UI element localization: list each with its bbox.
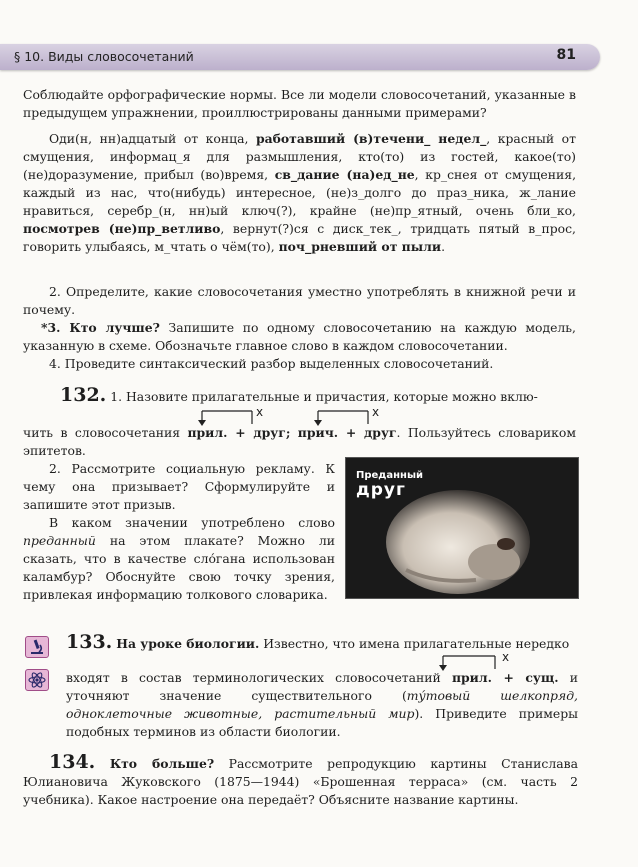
text-part: , кр_снея от смущения, каждый из нас, что(нибудь) интересное, (не)з_долго до праз_ника, ж_лание нравиться, серебр_(н, нн)ый ключ(?), крайне (не)пр_ятный, очень бли_ко, [23,167,577,218]
task-3-text: Запишите по одному словосочетанию на каждую модель, указанную в схеме. Обозначьте главное слово в каждом словосочетании. [23,320,576,353]
microscope-icon [25,636,49,658]
italic-examples: ту́товый шелкопряд, одноклеточные животные, растительный мир [66,688,578,721]
social-ad-poster [345,457,579,599]
tasks-block [23,283,576,373]
ex133-title: На уроке биологии. [116,636,260,651]
ex132-task1: 1. Назовите прилагательные и причастия, которые можно вклю- [110,389,538,404]
highlighted-phrase: поч_рневший от пыли [278,239,442,254]
text-part: чить в словосочетания [23,425,188,440]
ex132-task2: 2. Рассмотрите социальную рекламу. К чему она призывает? Сформулируйте и запишите этот призыв. [23,461,335,512]
text-part: , красный от смущения, информац_я для размышления, кто(то) из гостей, какое(то) (не)доразумение, прибыл (во)время, [23,131,576,182]
task-2: 2. Определите, какие словосочетания уместно употреблять в книжной речи и почему. [23,284,576,317]
exercise-number: 133. [66,631,113,653]
schema-text: прил. + сущ. [451,670,559,685]
ex133-body [66,669,578,741]
schema-text: прил. + друг; [187,425,291,440]
ex134-text: Рассмотрите репродукцию картины Станислава Юлиановича Жуковского (1875—1944) «Брошенная терраса» (см. часть 2 учебника). Какое настроение она передаёт? Объясните название картины. [23,756,578,807]
task-3-title: *3. Кто лучше? [41,320,160,335]
text-part: входят в состав терминологических словосочетаний [66,670,452,685]
text-part: . Пользуйтесь словариком эпитетов. [23,425,576,458]
highlighted-phrase: св_дание (на)ед_не [274,167,415,182]
ex132-line1 [60,386,580,406]
atom-icon [25,669,49,691]
ex132-tasks [23,460,335,604]
exercise-number: 134. [49,751,96,773]
task-3 [23,319,576,355]
schema-mark: х [502,650,510,664]
ex134 [23,753,578,809]
ex134-title: Кто больше? [109,756,215,771]
schema-text: прич. + друг [297,425,397,440]
text-part: ). Приведите примеры подобных терминов из области биологии. [66,706,578,739]
poster-title: Преданный друг [356,470,424,500]
page-number: 81 [556,47,576,63]
schema-mark: х [372,405,380,419]
highlighted-phrase: работавший (в)течени_ недел_ [255,131,487,146]
intro-paragraph: Соблюдайте орфографические нормы. Все ли модели словосочетаний, указанные в предыдущем упражнении, проиллюстрированы данными примерами? [23,87,576,120]
exercise-text [23,130,576,256]
ex132-line2 [23,424,576,460]
task-4: 4. Проведите синтаксический разбор выделенных словосочетаний. [49,356,494,371]
schema-mark: х [256,405,264,419]
section-header [0,44,600,70]
text-part: Известно, что имена прилагательные нередко [259,636,570,651]
text-part: , вернут(?)ся с диск_тек_, тридцать пятый в_прос, говорить улыбаясь, м_чтать о чём(то), [23,221,576,254]
italic-word: преданный [23,533,96,548]
highlighted-phrase: посмотрев (не)пр_ветливо [23,221,221,236]
exercise-number: 132. [60,384,107,406]
text-part: и уточняют значение существительного ( [66,670,578,703]
text-part: . [441,239,446,254]
text-part: Оди(н, нн)адцатый от конца, [49,131,256,146]
ex132-task3: В каком значении употреблено слово преданный на этом плакате? Можно ли сказать, что в качестве сло́гана использован каламбур? Обоснуйте свою точку зрения, привлекая информацию толкового словарика. [23,515,335,602]
section-title: § 10. Виды словосочетаний [14,49,194,64]
